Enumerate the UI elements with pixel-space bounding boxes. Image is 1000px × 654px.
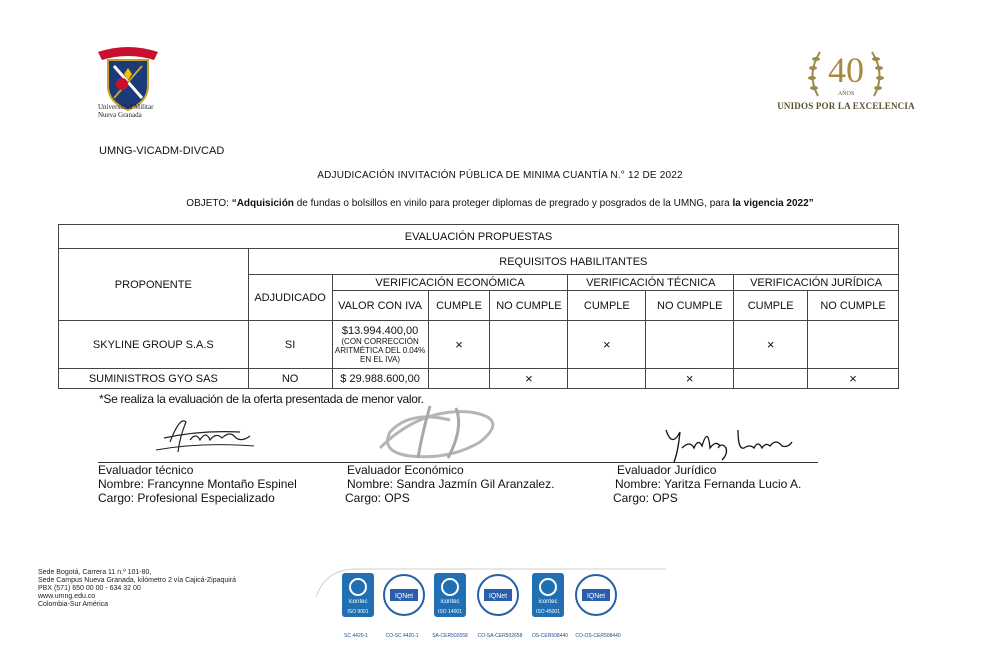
- header-proponente: PROPONENTE: [59, 249, 249, 321]
- row-valor: [332, 321, 428, 369]
- header-eco-cumple: CUMPLE: [428, 291, 490, 321]
- header-verificacion-tecnica: VERIFICACIÓN TÉCNICA: [568, 275, 734, 291]
- cert-seal-iqnet-2: [478, 575, 523, 639]
- university-name-line2: Nueva Granada: [98, 111, 142, 119]
- header-adjudicado: ADJUDICADO: [248, 275, 332, 321]
- signature-cargo: Cargo: OPS: [613, 491, 678, 505]
- cert-label: IQNet: [394, 593, 414, 600]
- cert-label: icontec: [440, 599, 460, 605]
- address-line: Colombia-Sur América: [38, 601, 109, 608]
- cert-label: IQNet: [586, 593, 606, 600]
- row-adjudicado: NO: [248, 369, 332, 389]
- row-eco-no-cumple: ×: [490, 369, 568, 389]
- cert-iso: ISO 45001: [536, 609, 560, 615]
- table-title: EVALUACIÓN PROPUESTAS: [59, 225, 899, 249]
- row-jur-cumple: [734, 369, 808, 389]
- cert-iso: ISO 14001: [438, 609, 462, 615]
- cert-seal-icontec-9001: [342, 573, 374, 639]
- cert-code: SC 4420-1: [344, 633, 368, 639]
- address-line: Sede Campus Nueva Granada, kilómetro 2 vía Cajicá-Zipaquirá: [38, 577, 237, 584]
- row-eco-cumple: ×: [428, 321, 490, 369]
- header-verificacion-juridica: VERIFICACIÓN JURÍDICA: [734, 275, 899, 291]
- table-row: [59, 321, 899, 369]
- objeto-bold-start: “Adquisición: [231, 198, 294, 209]
- row-eco-cumple: [428, 369, 490, 389]
- header-tec-cumple: CUMPLE: [568, 291, 646, 321]
- address-line: www.umng.edu.co: [38, 593, 96, 600]
- cert-code: OS-CER508440: [531, 633, 569, 639]
- address-line: Sede Bogotá, Carrera 11 n.º 101-80,: [38, 569, 152, 576]
- cert-seal-icontec-45001: [532, 573, 568, 639]
- row-tec-cumple: ×: [568, 321, 646, 369]
- objeto-text: de fundas o bolsillos en vinilo para proteger diplomas de pregrado y posgrados de la UMNG, para: [293, 198, 733, 209]
- signature-economico-image: [360, 398, 520, 464]
- evaluation-table: [58, 224, 899, 389]
- signature-cargo: Cargo: Profesional Especializado: [98, 491, 275, 505]
- signature-role: Evaluador técnico: [98, 463, 194, 477]
- signature-role: Evaluador Jurídico: [617, 463, 717, 477]
- cert-code: CO-OS-CER508440: [575, 633, 621, 639]
- table-row: [59, 369, 899, 389]
- anniversary-label: AÑOS: [837, 91, 855, 97]
- university-name-line1: Universidad Militar: [98, 103, 154, 111]
- evaluation-note: *Se realiza la evaluación de la oferta presentada de menor valor.: [99, 392, 424, 406]
- footer-address: [38, 569, 236, 609]
- row-tec-cumple: [568, 369, 646, 389]
- cert-code: CO-SA-CER502658: [477, 633, 523, 639]
- objeto-bold-end: la vigencia 2022”: [732, 198, 814, 209]
- document-objeto: [0, 198, 1000, 209]
- row-eco-no-cumple: [490, 321, 568, 369]
- row-valor-amount: $13.994.400,00: [341, 325, 419, 337]
- header-eco-no-cumple: NO CUMPLE: [490, 291, 568, 321]
- cert-code: CO-SC 4420-1: [385, 633, 419, 639]
- row-tec-no-cumple: [646, 321, 734, 369]
- row-jur-no-cumple: [808, 321, 899, 369]
- document-code: UMNG-VICADM-DIVCAD: [99, 145, 225, 157]
- certification-seals: [316, 567, 666, 642]
- signature-block-economico: [345, 463, 554, 505]
- signature-name: Nombre: Yaritza Fernanda Lucio A.: [615, 477, 802, 491]
- cert-label: icontec: [538, 599, 558, 605]
- signature-block-tecnico: [98, 463, 297, 505]
- cert-iso: ISO 9001: [347, 609, 369, 615]
- signature-cargo: Cargo: OPS: [345, 491, 410, 505]
- header-valor-con-iva: VALOR CON IVA: [332, 291, 428, 321]
- signature-name: Nombre: Sandra Jazmín Gil Aranzalez.: [347, 477, 555, 491]
- objeto-label: OBJETO:: [186, 198, 232, 209]
- signature-role: Evaluador Económico: [347, 463, 464, 477]
- row-valor-note: (CON CORRECCIÓN ARITMÉTICA DEL 0.04% EN EL IVA): [334, 337, 426, 364]
- cert-seal-iqnet-3: [575, 575, 621, 639]
- address-line: PBX (571) 650 00 00 - 634 32 00: [38, 585, 141, 592]
- signature-name: Nombre: Francynne Montaño Espinel: [98, 477, 297, 491]
- signature-juridico-image: [660, 422, 800, 466]
- cert-label: icontec: [348, 599, 368, 605]
- university-name: [98, 103, 153, 119]
- header-jur-cumple: CUMPLE: [734, 291, 808, 321]
- row-jur-no-cumple: ×: [808, 369, 899, 389]
- cert-code: SA-CER502658: [432, 633, 468, 639]
- signature-block-juridico: [613, 463, 801, 505]
- signature-tecnico-image: [150, 412, 260, 456]
- cert-seal-iqnet-1: [384, 575, 424, 639]
- anniversary-tagline: UNIDOS POR LA EXCELENCIA: [777, 101, 915, 111]
- header-requisitos: REQUISITOS HABILITANTES: [248, 249, 898, 275]
- row-valor-amount: $ 29.988.600,00: [332, 369, 428, 389]
- header-verificacion-economica: VERIFICACIÓN ECONÓMICA: [332, 275, 568, 291]
- header-tec-no-cumple: NO CUMPLE: [646, 291, 734, 321]
- cert-seal-icontec-14001: [432, 573, 468, 639]
- row-proponente: SKYLINE GROUP S.A.S: [59, 321, 249, 369]
- row-proponente: SUMINISTROS GYO SAS: [59, 369, 249, 389]
- document-title: ADJUDICACIÓN INVITACIÓN PÚBLICA DE MINIMA CUANTÍA N.° 12 DE 2022: [317, 170, 683, 181]
- row-adjudicado: SI: [248, 321, 332, 369]
- row-jur-cumple: ×: [734, 321, 808, 369]
- cert-label: IQNet: [488, 593, 508, 600]
- header-jur-no-cumple: NO CUMPLE: [808, 291, 899, 321]
- row-tec-no-cumple: ×: [646, 369, 734, 389]
- anniversary-number: 40: [828, 50, 864, 90]
